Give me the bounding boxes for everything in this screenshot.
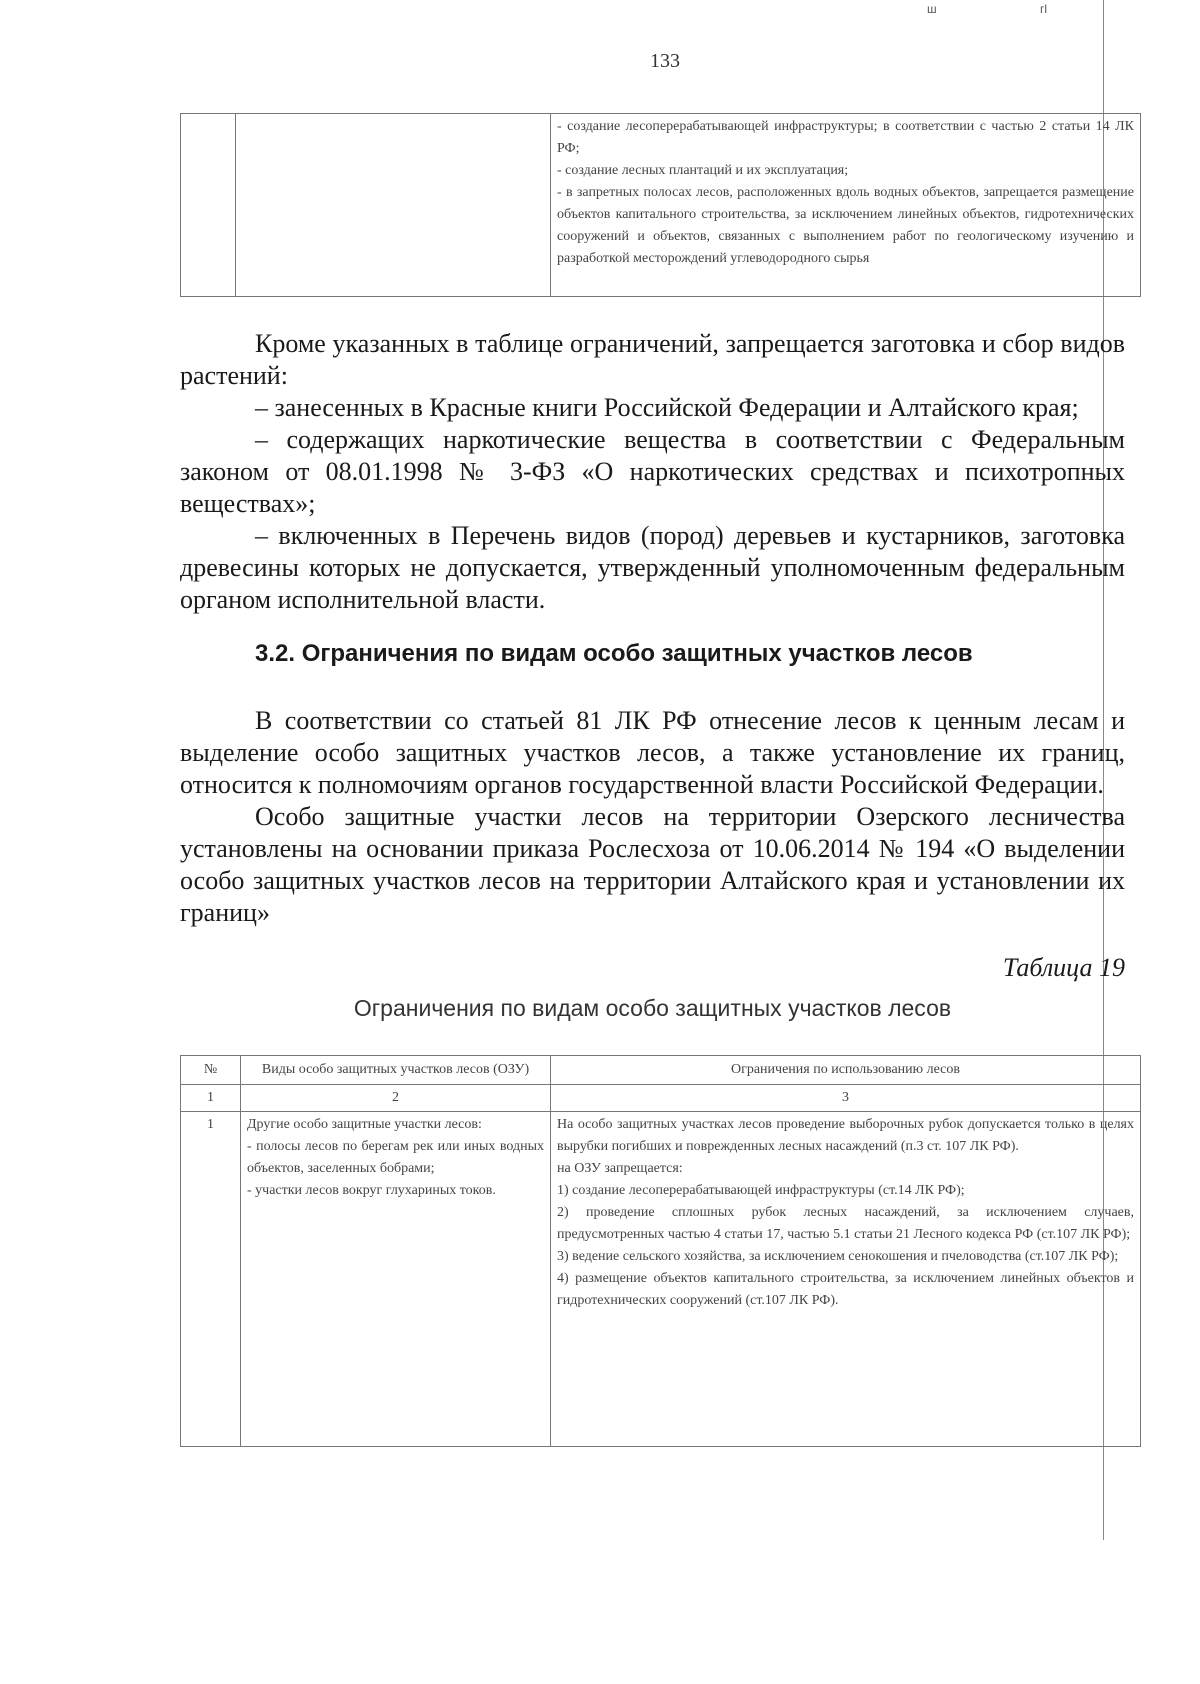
row-number: 1 (181, 1112, 241, 1447)
section-paragraph: В соответствии со статьей 81 ЛК РФ отнесение лесов к ценным лесам и выделение особо защитных участков лесов, а также установление их границ, относится к полномочиям органов государственной власти Российской Федерации. (180, 706, 1125, 799)
page-number: 133 (650, 50, 680, 72)
list-item: – занесенных в Красные книги Российской Федерации и Алтайского края; (255, 393, 1079, 422)
column-number-row (181, 1085, 1141, 1112)
scan-mark-right: гl (1040, 2, 1048, 16)
scan-mark-left: ш (927, 2, 937, 16)
table-header-row (181, 1056, 1141, 1085)
ozu-types-cell (241, 1112, 551, 1447)
restriction-line: - создание лесоперерабатывающей инфраструктуры; в соответствии с частью 2 статьи 14 ЛК РФ; (557, 119, 1134, 156)
section-paragraph: Особо защитные участки лесов на территории Озерского лесничества установлены на основании приказа Рослесхоза от 10.06.2014 № 194 «О выделении особо защитных участков лесов на территории Алтайского края и установлении их границ» (180, 802, 1125, 927)
ozu-type-line: Другие особо защитные участки лесов: (247, 1117, 482, 1132)
section-text-block (180, 705, 1125, 929)
restriction-line: 2) проведение сплошных рубок лесных насаждений, за исключением случаев, предусмотренных частью 4 статьи 17, частью 5.1 статьи 21 Лесного кодекса РФ (ст.107 ЛК РФ); (557, 1205, 1134, 1242)
table-cell-num (181, 114, 236, 297)
table-row (181, 1112, 1141, 1447)
header-restrictions: Ограничения по использованию лесов (551, 1056, 1141, 1085)
ozu-type-line: - участки лесов вокруг глухариных токов. (247, 1183, 496, 1198)
restrictions-text-block (180, 328, 1125, 616)
table-cell-restrictions (551, 114, 1141, 297)
restriction-line: - в запретных полосах лесов, расположенных вдоль водных объектов, запрещается размещение объектов капитального строительства, за исключением линейных объектов, гидротехнических сооружений и объектов, связанных с выполнением работ по геологическому изучению и разработкой месторождений углеводородного сырья (557, 185, 1134, 266)
ozu-type-line: - полосы лесов по берегам рек или иных водных объектов, заселенных бобрами; (247, 1139, 544, 1176)
table-title: Ограничения по видам особо защитных участков лесов (353, 995, 952, 1021)
column-number: 2 (241, 1085, 551, 1112)
restrictions-cell (551, 1112, 1141, 1447)
table-cell-type (236, 114, 551, 297)
list-item: – включенных в Перечень видов (пород) деревьев и кустарников, заготовка древесины которых не допускается, утвержденный уполномоченным федеральным органом исполнительной власти. (180, 521, 1125, 614)
section-heading: 3.2. Ограничения по видам особо защитных участков лесов (255, 640, 973, 667)
intro-paragraph: Кроме указанных в таблице ограничений, запрещается заготовка и сбор видов растений: (180, 329, 1125, 390)
restriction-line: - создание лесных плантаций и их эксплуатация; (557, 163, 849, 178)
restriction-line: На особо защитных участках лесов проведение выборочных рубок допускается только в целях вырубки погибших и поврежденных лесных насаждений (п.3 ст. 107 ЛК РФ). (557, 1117, 1134, 1154)
restriction-line: на ОЗУ запрещается: (557, 1161, 683, 1176)
ozu-restrictions-table (180, 1055, 1141, 1447)
header-num: № (181, 1056, 241, 1085)
table-number: Таблица 19 (1002, 953, 1125, 982)
restriction-line: 1) создание лесоперерабатывающей инфраструктуры (ст.14 ЛК РФ); (557, 1183, 965, 1198)
restriction-line: 3) ведение сельского хозяйства, за исключением сенокошения и пчеловодства (ст.107 ЛК РФ); (557, 1249, 1119, 1264)
table-row (181, 114, 1141, 297)
list-item: – содержащих наркотические вещества в соответствии с Федеральным законом от 08.01.1998 № 3-ФЗ «О наркотических средствах и психотропных веществах»; (180, 425, 1125, 518)
restriction-line: 4) размещение объектов капитального строительства, за исключением линейных объектов и гидротехнических сооружений (ст.107 ЛК РФ). (557, 1271, 1134, 1308)
continued-table (180, 113, 1141, 297)
column-number: 1 (181, 1085, 241, 1112)
header-ozu-types: Виды особо защитных участков лесов (ОЗУ) (241, 1056, 551, 1085)
column-number: 3 (551, 1085, 1141, 1112)
